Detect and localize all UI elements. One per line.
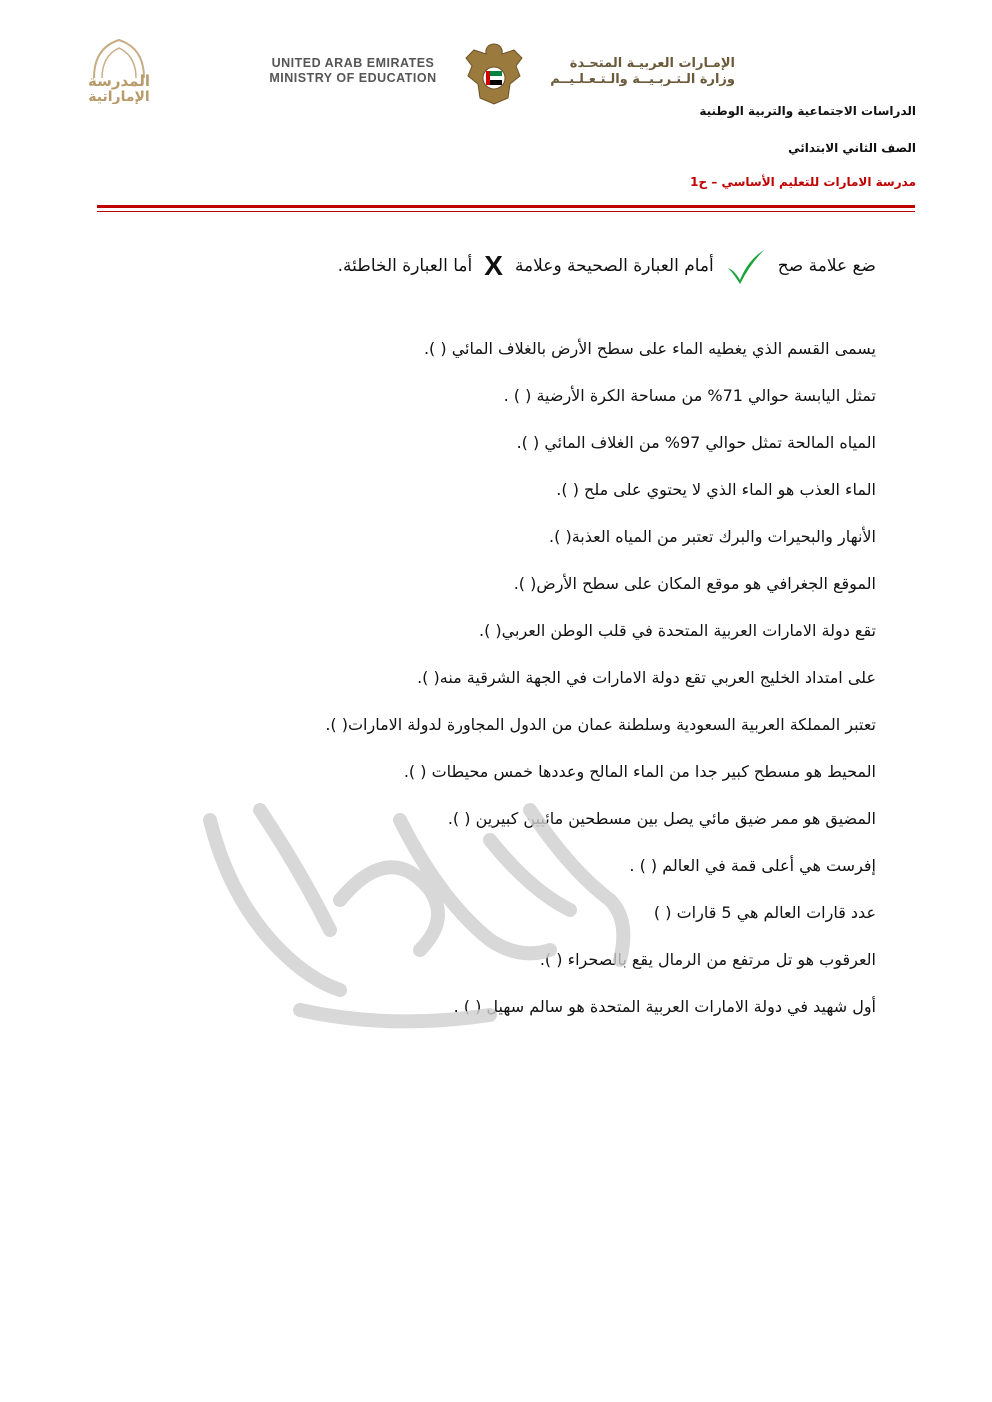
- ministry-en-line2: MINISTRY OF EDUCATION: [269, 71, 437, 85]
- check-mark-icon: [724, 246, 768, 286]
- statement-list: [116, 336, 876, 1041]
- statement-item: العرقوب هو تل مرتفع من الرمال يقع بالصحراء ( ).: [539, 950, 876, 969]
- statement-item: أول شهيد في دولة الامارات العربية المتحدة هو سالم سهيل ( ) .: [453, 997, 876, 1016]
- instruction-part2: أمام العبارة الصحيحة وعلامة: [514, 256, 714, 276]
- ministry-ar-line2: وزارة الـتـربـيــة والـتـعـلـيــم: [550, 72, 735, 87]
- statement-item: المضيق هو ممر ضيق مائي يصل بين مسطحين مائيين كبيرين ( ).: [447, 809, 876, 828]
- header-divider-thin: [97, 211, 915, 212]
- statement-item: الماء العذب هو الماء الذي لا يحتوي على ملح ( ).: [556, 480, 876, 499]
- statement-item: إفرست هي أعلى قمة في العالم ( ) .: [629, 856, 876, 875]
- subject-title: الدراسات الاجتماعية والتربية الوطنية: [699, 104, 916, 118]
- statement-item: الموقع الجغرافي هو موقع المكان على سطح الأرض( ).: [513, 574, 876, 593]
- statement-item: المياه المالحة تمثل حوالي 97% من الغلاف المائي ( ).: [516, 433, 876, 452]
- statement-item: تمثل اليابسة حوالي 71% من مساحة الكرة الأرضية ( ) .: [503, 386, 876, 405]
- instruction-part1: ضع علامة صح: [777, 256, 876, 276]
- statement-item: تقع دولة الامارات العربية المتحدة في قلب الوطن العربي( ).: [479, 621, 876, 640]
- ministry-arabic-name: [535, 56, 735, 88]
- ministry-ar-line1: الإمـارات العربيـة المتحـدة: [569, 56, 735, 71]
- school-name: مدرسة الامارات للتعليم الأساسي – ح1: [690, 175, 916, 189]
- school-logo: [64, 34, 174, 104]
- svg-text:المدرسة: المدرسة: [88, 72, 150, 90]
- ministry-english-name: [258, 56, 448, 86]
- statement-item: عدد قارات العالم هي 5 قارات ( ): [653, 903, 876, 922]
- instruction-line: [338, 246, 876, 286]
- grade-title: الصف الثاني الابتدائي: [788, 141, 916, 155]
- statement-item: يسمى القسم الذي يغطيه الماء على سطح الأرض بالغلاف المائي ( ).: [423, 339, 876, 358]
- ministry-en-line1: UNITED ARAB EMIRATES: [271, 56, 435, 70]
- uae-emblem-icon: [458, 40, 530, 106]
- instruction-part3: أما العبارة الخاطئة.: [337, 256, 473, 276]
- statement-item: تعتبر المملكة العربية السعودية وسلطنة عمان من الدول المجاورة لدولة الامارات( ).: [325, 715, 876, 734]
- header-divider-thick: [97, 205, 915, 208]
- statement-item: على امتداد الخليج العربي تقع دولة الامارات في الجهة الشرقية منه( ).: [417, 668, 876, 687]
- statement-item: الأنهار والبحيرات والبرك تعتبر من المياه العذبة( ).: [549, 527, 876, 546]
- x-mark-icon: X: [484, 250, 503, 281]
- statement-item: المحيط هو مسطح كبير جدا من الماء المالح وعددها خمس محيطات ( ).: [403, 762, 876, 781]
- svg-text:الإماراتية: الإماراتية: [88, 89, 150, 104]
